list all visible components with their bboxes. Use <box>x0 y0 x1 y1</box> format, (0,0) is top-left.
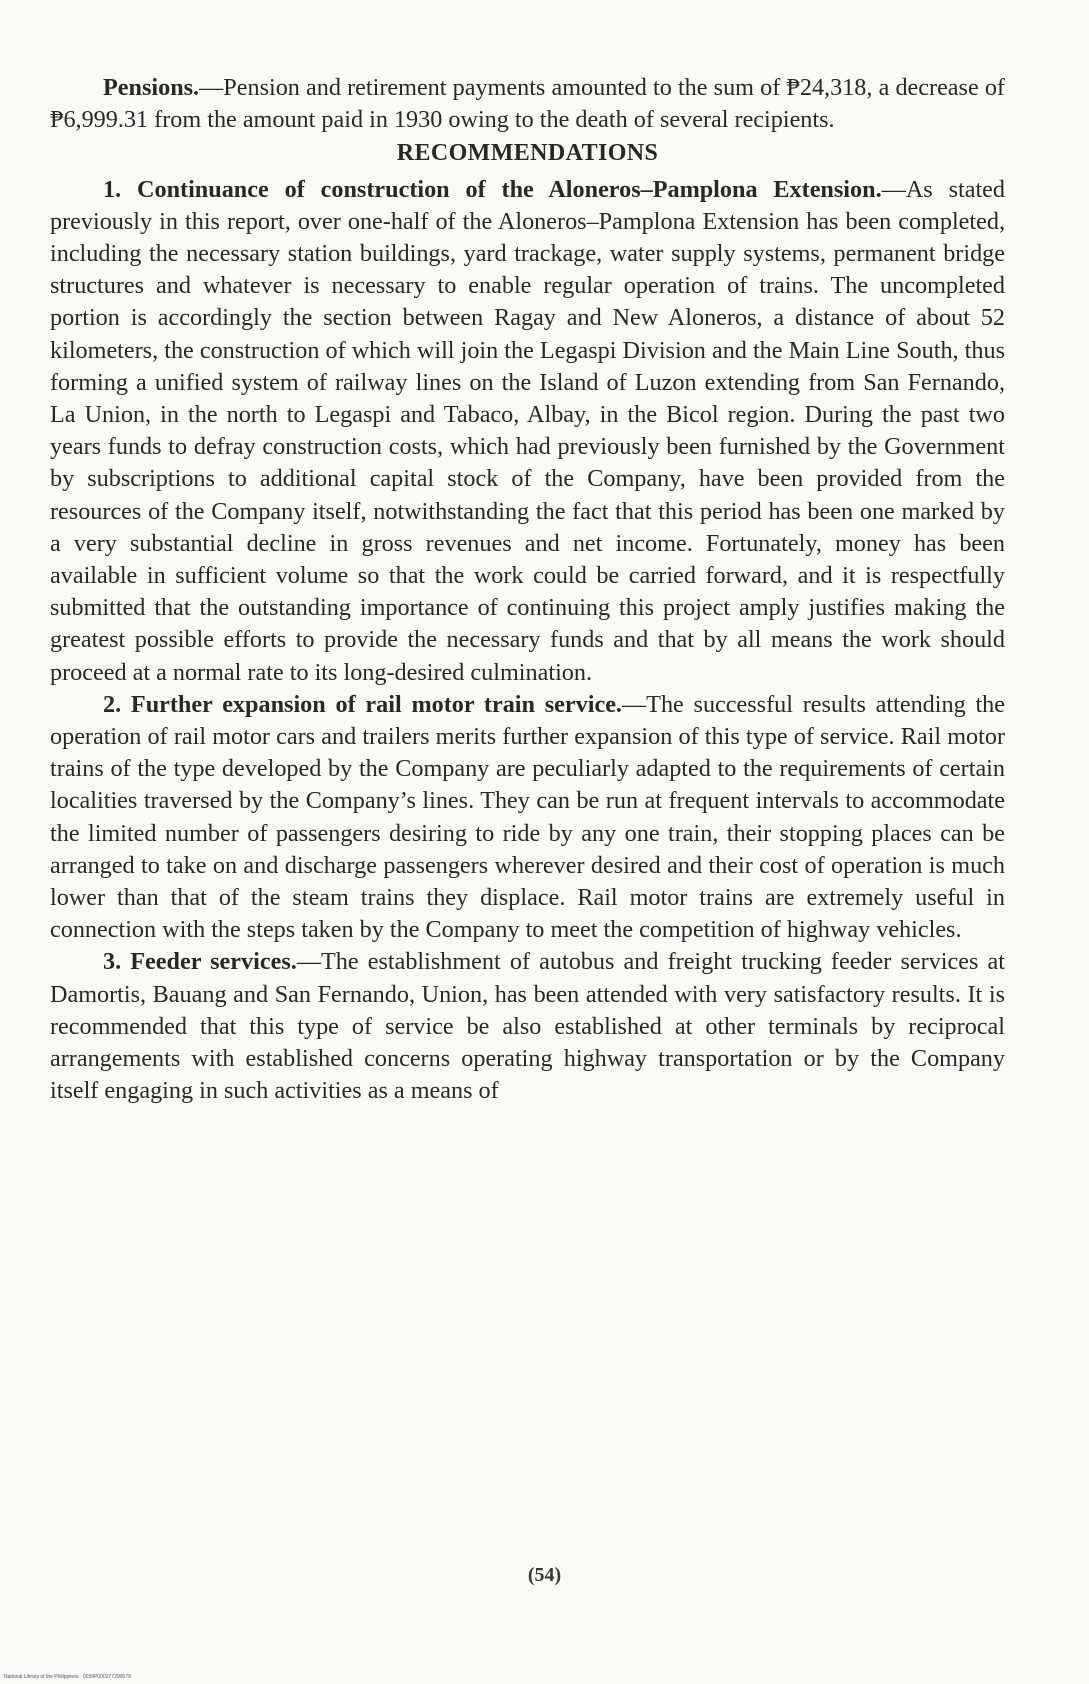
recommendation-1-text: —As stated previously in this report, over one-half of the Aloneros–Pamplona Extension has been completed, including the necessary station buildings, yard trackage, water supply systems, permanent bridge structures and whatever is necessary to enable regular operation of trains. The uncompleted portion is accordingly the section between Ragay and New Aloneros, a distance of about 52 kilometers, the construction of which will join the Legaspi Division and the Main Line South, thus forming a unified system of railway lines on the Island of Luzon extending from San Fernando, La Union, in the north to Legaspi and Tabaco, Albay, in the Bicol region. During the past two years funds to defray construction costs, which had previously been furnished by the Government by subscriptions to additional capital stock of the Company, have been provided from the resources of the Company itself, notwithstanding the fact that this period has been one marked by a very substantial decline in gross revenues and net income. Fortunately, money has been available in sufficient volume so that the work could be carried forward, and it is respectfully submitted that the outstanding importance of continuing this project amply justifies making the greatest possible efforts to provide the necessary funds and that by all means the work should proceed at a normal rate to its long-desired culmination. <box>50 175 1005 686</box>
recommendation-1-heading: 1. Continuance of construction of the Aloneros–Pamplona Extension. <box>103 175 882 203</box>
page-body <box>50 72 1005 1108</box>
archive-footer-note: National Library of the Philippines · 0039P000377200679 <box>4 1674 131 1680</box>
recommendation-2-paragraph <box>50 689 1005 947</box>
recommendations-heading: RECOMMENDATIONS <box>396 140 659 167</box>
pensions-paragraph <box>50 72 1005 136</box>
pensions-run-in-heading: Pensions. <box>103 74 200 101</box>
recommendation-2-text: —The successful results attending the operation of rail motor cars and trailers merits further expansion of this type of service. Rail motor trains of the type developed by the Company are peculiarly adapted to the requirements of certain localities traversed by the Company’s lines. They can be run at frequent intervals to accommodate the limited number of passengers desiring to ride by any one train, their stopping places can be arranged to take on and discharge passengers wherever desired and their cost of operation is much lower than that of the steam trains they displace. Rail motor trains are extremely useful in connection with the steps taken by the Company to meet the competition of highway vehicles. <box>50 690 1006 944</box>
recommendation-3-text: —The establishment of autobus and freight trucking feeder services at Damortis, Bauang and San Fernando, Union, has been attended with very satisfactory results. It is recommended that this type of service be also established at other terminals by reciprocal arrangements with established concerns operating highway transportation or by the Company itself engaging in such activities as a means of <box>50 948 1005 1105</box>
recommendation-2-heading: 2. Further expansion of rail motor train service. <box>103 690 622 718</box>
pensions-text: —Pension and retirement payments amounted to the sum of ₱24,318, a decrease of ₱6,999.31 from the amount paid in 1930 owing to the death of several recipients. <box>50 74 1005 134</box>
recommendation-3-heading: 3. Feeder services. <box>103 948 297 976</box>
page-number: (54) <box>527 1564 562 1586</box>
recommendation-3-paragraph <box>50 946 1005 1107</box>
recommendation-1-paragraph <box>50 174 1005 689</box>
